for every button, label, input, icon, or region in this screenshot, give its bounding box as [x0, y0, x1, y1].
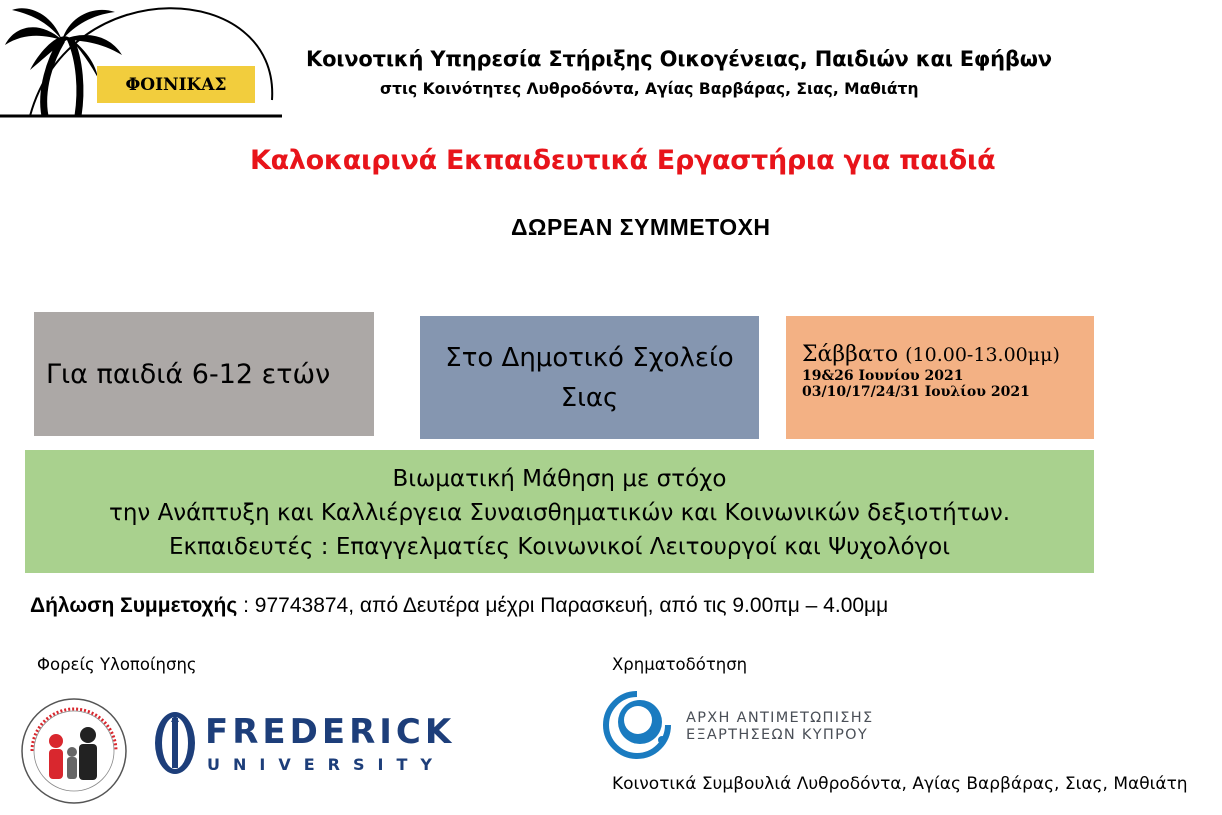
- family-violence-association-logo: [20, 697, 128, 805]
- location-text: Στο Δημοτικό Σχολείο Σιας: [445, 342, 734, 413]
- registration-details: : 97743874, από Δευτέρα μέχρι Παρασκευή, από τις 9.00πμ – 4.00μμ: [237, 594, 889, 617]
- authority-line-1: ΑΡΧΗ ΑΝΤΙΜΕΤΩΠΙΣΗΣ: [686, 710, 874, 726]
- schedule-day-line: [802, 342, 1094, 368]
- registration-line: [30, 594, 888, 618]
- schedule-day: Σάββατο: [802, 342, 899, 367]
- frederick-university-logo: [153, 710, 456, 778]
- schedule-hours: (10.00-13.00μμ): [905, 344, 1060, 366]
- frederick-name: FREDERICK: [205, 712, 456, 752]
- frederick-sub: UNIVERSITY: [207, 755, 445, 774]
- funding-label: Χρηματοδότηση: [612, 655, 748, 674]
- free-participation: ΔΩΡΕΑΝ ΣΥΜΜΕΤΟΧΗ: [511, 214, 771, 240]
- authority-line-2: ΕΞΑΡΤΗΣΕΩΝ ΚΥΠΡΟΥ: [686, 727, 868, 743]
- authority-circle-icon: [602, 690, 672, 760]
- addiction-authority-logo: [602, 690, 872, 760]
- description-line-3: Εκπαιδευτές : Επαγγελματίες Κοινωνικοί Λειτουργοί και Ψυχολόγοι: [169, 534, 950, 560]
- implementers-label: Φορείς Υλοποίησης: [37, 655, 197, 674]
- frederick-shield-icon: [153, 710, 201, 776]
- description-box: [25, 450, 1094, 573]
- schedule-july: 03/10/17/24/31 Ιουλίου 2021: [802, 384, 1030, 400]
- org-subtitle: στις Κοινότητες Λυθροδόντα, Αγίας Βαρβάρας, Σιας, Μαθιάτη: [380, 80, 919, 98]
- registration-label: Δήλωση Συμμετοχής: [30, 594, 238, 617]
- schedule-box: [786, 316, 1094, 439]
- description-line-2: την Ανάπτυξη και Καλλιέργεια Συναισθηματικών και Κοινωνικών δεξιοτήτων.: [108, 500, 1011, 526]
- main-title: Καλοκαιρινά Εκπαιδευτικά Εργαστήρια για παιδιά: [250, 145, 996, 176]
- description-line-1: Βιωματική Μάθηση με στόχο: [392, 466, 727, 492]
- family-seal-icon: [20, 697, 128, 805]
- age-box: [34, 312, 374, 436]
- schedule-june: 19&26 Ιουνίου 2021: [802, 368, 964, 384]
- org-title: Κοινοτική Υπηρεσία Στήριξης Οικογένειας, Παιδιών και Εφήβων: [306, 47, 1052, 71]
- foinikas-badge: ΦΟΙΝΙΚΑΣ: [97, 66, 255, 103]
- age-text: Για παιδιά 6-12 ετών: [46, 358, 331, 390]
- location-box: [420, 316, 759, 439]
- foinikas-logo: [0, 0, 285, 120]
- community-councils: Κοινοτικά Συμβουλιά Λυθροδόντα, Αγίας Βαρβάρας, Σιας, Μαθιάτη: [612, 774, 1188, 794]
